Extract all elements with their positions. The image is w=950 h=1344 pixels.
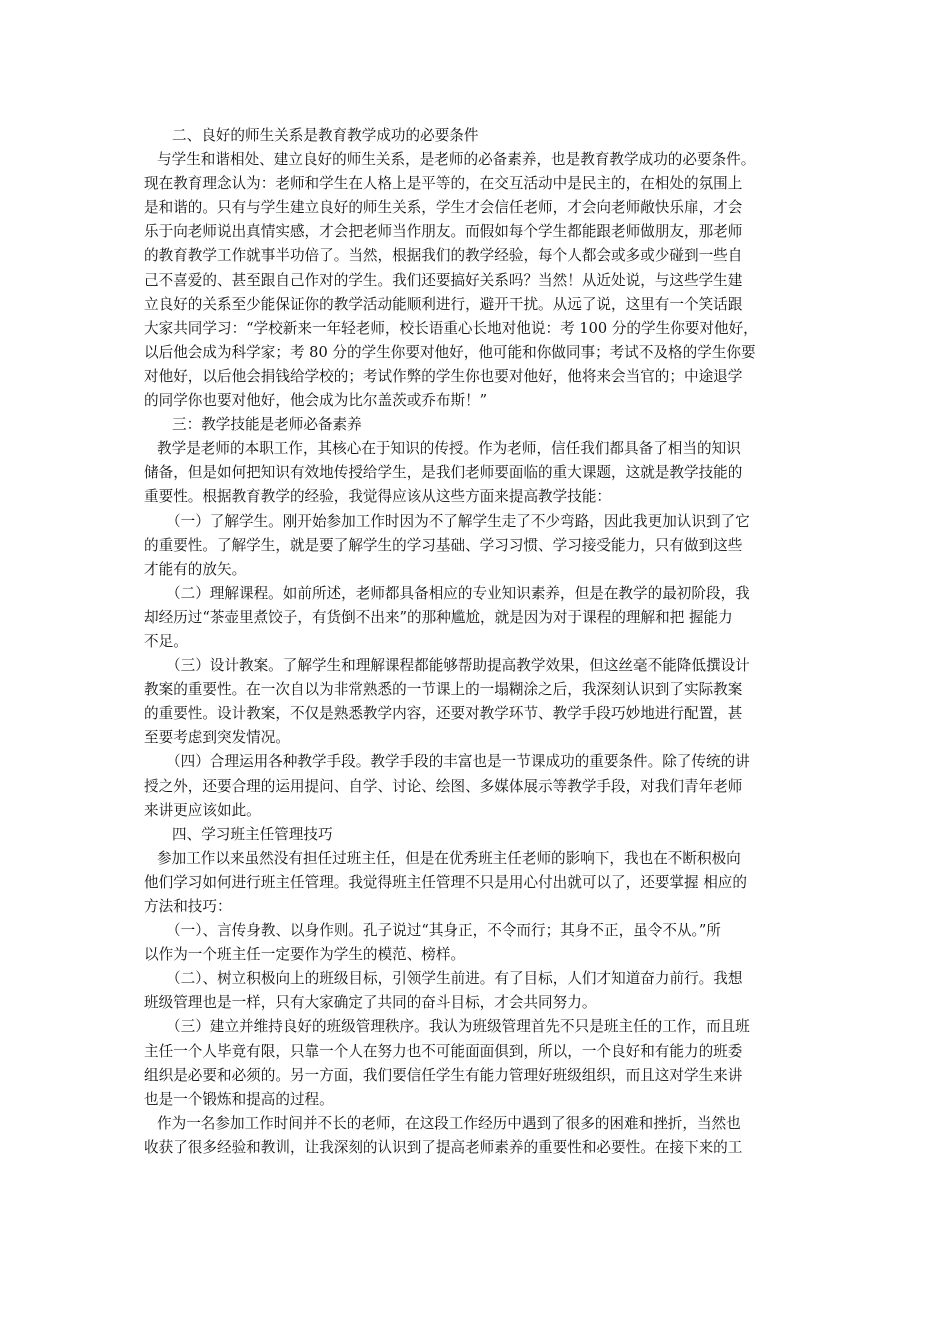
text-line: 的重要性。设计教案，不仅是熟悉教学内容，还要对教学环节、教学手段巧妙地进行配置，甚 (144, 705, 743, 723)
text-line: 他们学习如何进行班主任管理。我觉得班主任管理不只是用心付出就可以了，还要掌握 相应的 (144, 873, 747, 891)
heading-4 (144, 823, 810, 847)
text-line: 参加工作以来虽然没有担任过班主任，但是在优秀班主任老师的影响下，我也在不断积极向 (157, 849, 741, 867)
text-line: 不足。 (144, 632, 188, 650)
text-line: 三：教学技能是老师必备素养 (172, 416, 362, 434)
para-4-3 (144, 1015, 810, 1111)
text-line: （四）合理运用各种教学手段。教学手段的丰富也是一节课成功的重要条件。除了传统的讲 (166, 753, 750, 771)
text-line: 储备，但是如何把知识有效地传授给学生，是我们老师要面临的重大课题，这就是教学技能的 (144, 464, 743, 482)
text-line: 以作为一个班主任一定要作为学生的模范、榜样。 (144, 946, 466, 964)
text-line: 组织是必要和必须的。另一方面，我们要信任学生有能力管理好班级组织，而且这对学生来讲 (144, 1066, 743, 1084)
text-line: 方法和技巧： (144, 898, 232, 915)
text-line: 乐于向老师说出真情实感，才会把老师当作朋友。而假如每个学生都能跟老师做朋友，那老师 (144, 223, 743, 241)
text-line: 大家共同学习：“学校新来一年轻老师，校长语重心长地对他说：考 100 分的学生你要对他好， (144, 319, 758, 337)
para-closing (144, 1112, 810, 1160)
para-3-2 (144, 582, 810, 654)
text-line: 班级管理也是一样，只有大家确定了共同的奋斗目标，才会共同努力。 (144, 994, 597, 1012)
text-line: 主任一个人毕竟有限，只靠一个人在努力也不可能面面俱到，所以，一个良好和有能力的班委 (144, 1042, 743, 1060)
text-line: 对他好，以后他会捐钱给学校的；考试作弊的学生你也要对他好，他将来会当官的；中途退学 (144, 367, 743, 385)
heading-2 (144, 124, 810, 148)
text-line: 四、学习班主任管理技巧 (172, 825, 333, 843)
text-line: 的教育教学工作就事半功倍了。当然，根据我们的教学经验，每个人都会或多或少碰到一些自 (144, 247, 743, 265)
text-line: 作为一名参加工作时间并不长的老师，在这段工作经历中遇到了很多的困难和挫折，当然也 (157, 1114, 741, 1132)
para-3-3 (144, 654, 810, 750)
text-line: 己不喜爱的、甚至跟自己作对的学生。我们还要搞好关系吗？当然！从近处说，与这些学生建 (144, 271, 743, 289)
text-line: 收获了很多经验和教训，让我深刻的认识到了提高老师素养的重要性和必要性。在接下来的工 (144, 1138, 743, 1156)
para-2-body (144, 148, 810, 413)
text-line: 以后他会成为科学家；考 80 分的学生你要对他好，他可能和你做同事；考试不及格的学生你要 (144, 343, 756, 361)
text-line: 来讲更应该如此。 (144, 801, 261, 819)
text-line: （三）建立并维持良好的班级管理秩序。我认为班级管理首先不只是班主任的工作，而且班 (166, 1018, 750, 1036)
text-line: 现在教育理念认为：老师和学生在人格上是平等的，在交互活动中是民主的，在相处的氛围上 (144, 175, 743, 193)
text-line: 重要性。根据教育教学的经验，我觉得应该从这些方面来提高教学技能： (144, 488, 612, 506)
text-line: 教学是老师的本职工作，其核心在于知识的传授。作为老师，信任我们都具备了相当的知识 (157, 440, 741, 458)
para-4-2 (144, 967, 810, 1015)
text-line: 授之外，还要合理的运用提问、自学、讨论、绘图、多媒体展示等教学手段，对我们青年老师 (144, 777, 743, 795)
text-line: 二、良好的师生关系是教育教学成功的必要条件 (172, 127, 479, 144)
text-line: 是和谐的。只有与学生建立良好的师生关系，学生才会信任老师，才会向老师敞快乐扉，才会 (144, 199, 743, 217)
para-4-body (144, 847, 810, 919)
para-3-1 (144, 510, 810, 582)
text-line: 才能有的放矢。 (144, 560, 247, 578)
text-line: 教案的重要性。在一次自以为非常熟悉的一节课上的一塌糊涂之后，我深刻认识到了实际教案 (144, 681, 743, 699)
text-line: 与学生和谐相处、建立良好的师生关系，是老师的必备素养，也是教育教学成功的必要条件。 (157, 151, 756, 169)
text-line: （一）、言传身教、以身作则。孔子说过“其身正，不令而行；其身不正，虽令不从。”所 (166, 922, 721, 940)
text-line: 也是一个锻炼和提高的过程。 (144, 1090, 334, 1108)
text-line: 立良好的关系至少能保证你的教学活动能顺利进行，避开干扰。从远了说，这里有一个笑话跟 (144, 295, 743, 313)
text-line: 却经历过“茶壶里煮饺子，有货倒不出来”的那种尴尬，就是因为对于课程的理解和把 握能力 (144, 608, 733, 626)
text-line: 的重要性。了解学生，就是要了解学生的学习基础、学习习惯、学习接受能力，只有做到这些 (144, 536, 743, 554)
para-3-body (144, 437, 810, 509)
document-page (144, 124, 810, 1160)
para-3-4 (144, 750, 810, 822)
text-line: （二）、树立积极向上的班级目标，引领学生前进。有了目标，人们才知道奋力前行。我想 (166, 970, 743, 988)
text-line: （一）了解学生。刚开始参加工作时因为不了解学生走了不少弯路，因此我更加认识到了它 (166, 512, 750, 530)
text-line: 至要考虑到突发情况。 (144, 729, 290, 747)
text-line: 的同学你也要对他好，他会成为比尔盖茨或乔布斯！” (144, 392, 488, 410)
heading-3 (144, 413, 810, 437)
text-line: （三）设计教案。了解学生和理解课程都能够帮助提高教学效果，但这丝毫不能降低撰设计 (166, 657, 750, 675)
text-line: （二）理解课程。如前所述，老师都具备相应的专业知识素养，但是在教学的最初阶段，我 (166, 584, 750, 602)
para-4-1 (144, 919, 810, 967)
